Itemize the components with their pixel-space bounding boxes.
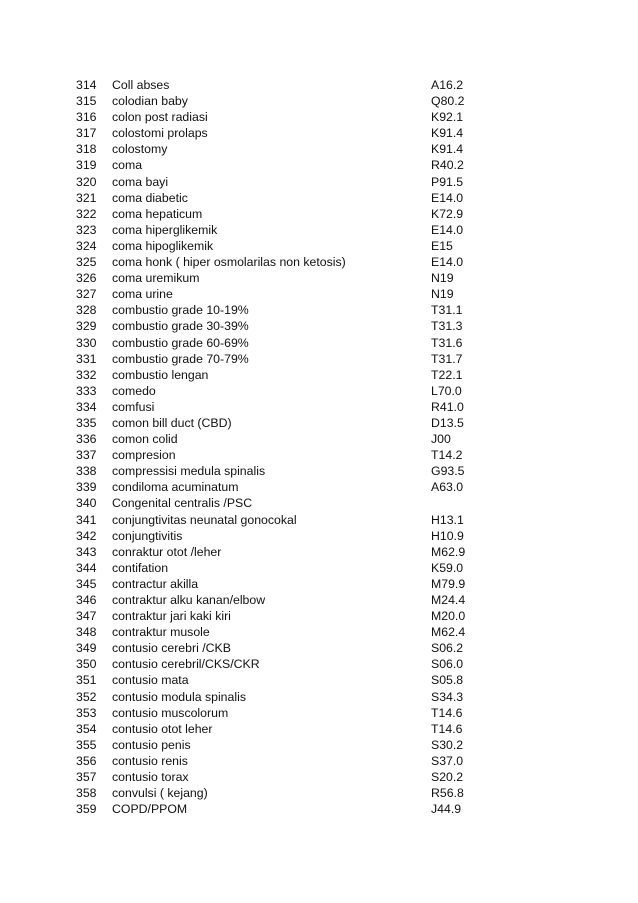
icd-code: E15 <box>431 238 453 253</box>
table-row <box>76 447 506 463</box>
table-row <box>76 125 506 141</box>
icd-code: H13.1 <box>431 512 464 527</box>
table-row <box>76 174 506 190</box>
icd-code: T14.6 <box>431 705 463 720</box>
table-row <box>76 383 506 399</box>
icd-code: T22.1 <box>431 367 463 382</box>
diagnosis-name: conjungtivitis <box>112 528 183 543</box>
table-row <box>76 141 506 157</box>
icd-code: K59.0 <box>431 560 464 575</box>
diagnosis-name: Congenital centralis /PSC <box>112 496 253 511</box>
diagnosis-name: coma bayi <box>112 174 169 189</box>
row-number: 339 <box>76 480 97 495</box>
diagnosis-name: coma hepaticum <box>112 206 203 221</box>
table-row <box>76 576 506 592</box>
row-number: 357 <box>76 770 97 785</box>
icd-code <box>431 495 506 511</box>
diagnosis-name: colodian baby <box>112 94 188 109</box>
row-number: 320 <box>76 174 97 189</box>
row-number: 348 <box>76 625 97 640</box>
diagnosis-name: contusio otot leher <box>112 721 213 736</box>
icd-code: T31.7 <box>431 351 463 366</box>
table-row <box>76 753 506 769</box>
icd-code: M62.4 <box>431 625 466 640</box>
diagnosis-name: combustio grade 30-39% <box>112 319 249 334</box>
row-number: 351 <box>76 673 97 688</box>
diagnosis-name: coma uremikum <box>112 271 200 286</box>
icd-code: M24.4 <box>431 593 466 607</box>
diagnosis-name: coma diabetic <box>112 190 188 205</box>
table-row <box>76 560 506 576</box>
icd-code: R40.2 <box>431 158 464 173</box>
icd-code: K91.4 <box>431 142 464 157</box>
table-row <box>76 785 506 801</box>
table-row <box>76 109 506 125</box>
icd-code: J00 <box>431 432 451 447</box>
icd-code: N19 <box>431 287 454 302</box>
diagnosis-name: Coll abses <box>112 78 170 92</box>
table-row <box>76 463 506 479</box>
row-number: 346 <box>76 593 97 607</box>
table-row <box>76 705 506 721</box>
diagnosis-name: coma urine <box>112 287 173 302</box>
icd-code: S06.0 <box>431 657 464 672</box>
icd-code: S06.2 <box>431 641 464 656</box>
row-number: 343 <box>76 544 97 559</box>
table-row <box>76 689 506 705</box>
row-number: 329 <box>76 319 97 334</box>
table-row <box>76 592 506 608</box>
table-row <box>76 544 506 560</box>
row-number: 332 <box>76 367 97 382</box>
icd-code: D13.5 <box>431 415 464 430</box>
table-row <box>76 77 506 93</box>
row-number: 323 <box>76 222 97 237</box>
row-number: 356 <box>76 753 97 768</box>
icd-code: T31.3 <box>431 319 463 334</box>
table-row <box>76 528 506 544</box>
icd-code: P91.5 <box>431 174 464 189</box>
table-row <box>76 238 506 254</box>
row-number: 352 <box>76 689 97 704</box>
icd-code: T14.2 <box>431 448 463 463</box>
diagnosis-name: comfusi <box>112 399 155 414</box>
row-number: 331 <box>76 351 97 366</box>
diagnosis-name: conraktur otot /leher <box>112 544 222 559</box>
table-row <box>76 769 506 785</box>
row-number: 334 <box>76 399 97 414</box>
row-number: 318 <box>76 142 97 157</box>
row-number: 341 <box>76 512 97 527</box>
table-row <box>76 270 506 286</box>
diagnosis-name: contusio renis <box>112 753 188 768</box>
diagnosis-name: combustio grade 70-79% <box>112 351 249 366</box>
table-row <box>76 318 506 334</box>
row-number: 340 <box>76 496 97 511</box>
table-row <box>76 335 506 351</box>
icd-code: S37.0 <box>431 753 464 768</box>
icd-code: H10.9 <box>431 528 464 543</box>
table-row <box>76 624 506 640</box>
diagnosis-name: contusio cerebril/CKS/CKR <box>112 657 260 672</box>
icd-code: T31.1 <box>431 303 463 318</box>
icd-code: E14.0 <box>431 190 464 205</box>
diagnosis-name: coma hipoglikemik <box>112 238 214 253</box>
diagnosis-name: contusio modula spinalis <box>112 689 246 704</box>
table-row <box>76 495 506 511</box>
table-row <box>76 302 506 318</box>
icd-code: R41.0 <box>431 399 464 414</box>
row-number: 328 <box>76 303 97 318</box>
icd-code: J44.9 <box>431 802 462 817</box>
row-number: 325 <box>76 255 97 270</box>
row-number: 344 <box>76 560 97 575</box>
diagnosis-name: comedo <box>112 383 156 398</box>
row-number: 324 <box>76 238 97 253</box>
diagnosis-name: comon bill duct (CBD) <box>112 415 232 430</box>
row-number: 345 <box>76 576 97 591</box>
icd-code: Q80.2 <box>431 94 465 109</box>
diagnosis-name: colostomi prolaps <box>112 126 208 141</box>
icd-code: G93.5 <box>431 464 465 479</box>
table-row <box>76 479 506 495</box>
icd-code: K92.1 <box>431 110 464 125</box>
row-number: 336 <box>76 432 97 447</box>
row-number: 337 <box>76 448 97 463</box>
table-row <box>76 190 506 206</box>
icd-code: A63.0 <box>431 480 464 495</box>
row-number: 319 <box>76 158 97 173</box>
row-number: 333 <box>76 383 97 398</box>
icd-code: E14.0 <box>431 222 464 237</box>
diagnosis-name: contusio torax <box>112 770 189 785</box>
diagnosis-name: condiloma acuminatum <box>112 480 239 495</box>
row-number: 338 <box>76 464 97 479</box>
row-number: 326 <box>76 271 97 286</box>
icd-code: M79.9 <box>431 576 466 591</box>
icd-code: T31.6 <box>431 335 463 350</box>
diagnosis-code-rows <box>76 77 506 817</box>
diagnosis-name: contraktur alku kanan/elbow <box>112 593 266 607</box>
icd-code: M62.9 <box>431 544 466 559</box>
table-row <box>76 672 506 688</box>
diagnosis-name: contifation <box>112 560 169 575</box>
row-number: 353 <box>76 705 97 720</box>
diagnosis-name: contusio penis <box>112 737 191 752</box>
icd-code: S05.8 <box>431 673 464 688</box>
diagnosis-name: conjungtivitas neunatal gonocokal <box>112 512 297 527</box>
icd-code: S34.3 <box>431 689 464 704</box>
diagnosis-name: combustio grade 10-19% <box>112 303 249 318</box>
row-number: 327 <box>76 287 97 302</box>
row-number: 349 <box>76 641 97 656</box>
row-number: 330 <box>76 335 97 350</box>
row-number: 359 <box>76 802 97 817</box>
diagnosis-name: coma <box>112 158 143 173</box>
table-row <box>76 640 506 656</box>
table-row <box>76 512 506 528</box>
icd-code: L70.0 <box>431 383 462 398</box>
diagnosis-name: colon post radiasi <box>112 110 208 125</box>
table-row <box>76 367 506 383</box>
diagnosis-name: compressisi medula spinalis <box>112 464 266 479</box>
table-row <box>76 415 506 431</box>
row-number: 322 <box>76 206 97 221</box>
table-row <box>76 737 506 753</box>
diagnosis-name: contraktur jari kaki kiri <box>112 609 231 624</box>
icd-code: A16.2 <box>431 78 464 92</box>
diagnosis-name: combustio grade 60-69% <box>112 335 249 350</box>
row-number: 316 <box>76 110 97 125</box>
row-number: 342 <box>76 528 97 543</box>
diagnosis-name: contusio cerebri /CKB <box>112 641 231 656</box>
diagnosis-name: contusio muscolorum <box>112 705 229 720</box>
icd-code: T14.6 <box>431 721 463 736</box>
icd-code: S30.2 <box>431 737 464 752</box>
row-number: 347 <box>76 609 97 624</box>
icd-code: K91.4 <box>431 126 464 141</box>
diagnosis-name: contraktur musole <box>112 625 210 640</box>
diagnosis-code-table <box>76 77 506 817</box>
icd-code: E14.0 <box>431 255 464 270</box>
table-row <box>76 157 506 173</box>
icd-code: K72.9 <box>431 206 464 221</box>
table-row <box>76 399 506 415</box>
diagnosis-name: coma hiperglikemik <box>112 222 218 237</box>
icd-code: N19 <box>431 271 454 286</box>
diagnosis-name: contusio mata <box>112 673 189 688</box>
icd-code: M20.0 <box>431 609 466 624</box>
row-number: 335 <box>76 415 97 430</box>
row-number: 355 <box>76 737 97 752</box>
table-row <box>76 656 506 672</box>
row-number: 317 <box>76 126 97 141</box>
diagnosis-name: coma honk ( hiper osmolarilas non ketosis) <box>112 255 346 270</box>
table-row <box>76 431 506 447</box>
row-number: 315 <box>76 94 97 109</box>
table-row <box>76 801 506 817</box>
icd-code: R56.8 <box>431 786 464 801</box>
diagnosis-name: colostomy <box>112 142 168 157</box>
table-row <box>76 222 506 238</box>
row-number: 358 <box>76 786 97 801</box>
table-row <box>76 351 506 367</box>
table-row <box>76 93 506 109</box>
row-number: 321 <box>76 190 97 205</box>
row-number: 350 <box>76 657 97 672</box>
table-row <box>76 286 506 302</box>
row-number: 314 <box>76 78 97 92</box>
diagnosis-name: convulsi ( kejang) <box>112 786 208 801</box>
table-row <box>76 206 506 222</box>
diagnosis-name: combustio lengan <box>112 367 209 382</box>
table-row <box>76 721 506 737</box>
icd-code: S20.2 <box>431 770 464 785</box>
diagnosis-name: compresion <box>112 448 176 463</box>
table-row <box>76 254 506 270</box>
diagnosis-name: COPD/PPOM <box>112 802 188 817</box>
diagnosis-name: comon colid <box>112 432 178 447</box>
diagnosis-name: contractur akilla <box>112 576 199 591</box>
row-number: 354 <box>76 721 97 736</box>
table-row <box>76 608 506 624</box>
